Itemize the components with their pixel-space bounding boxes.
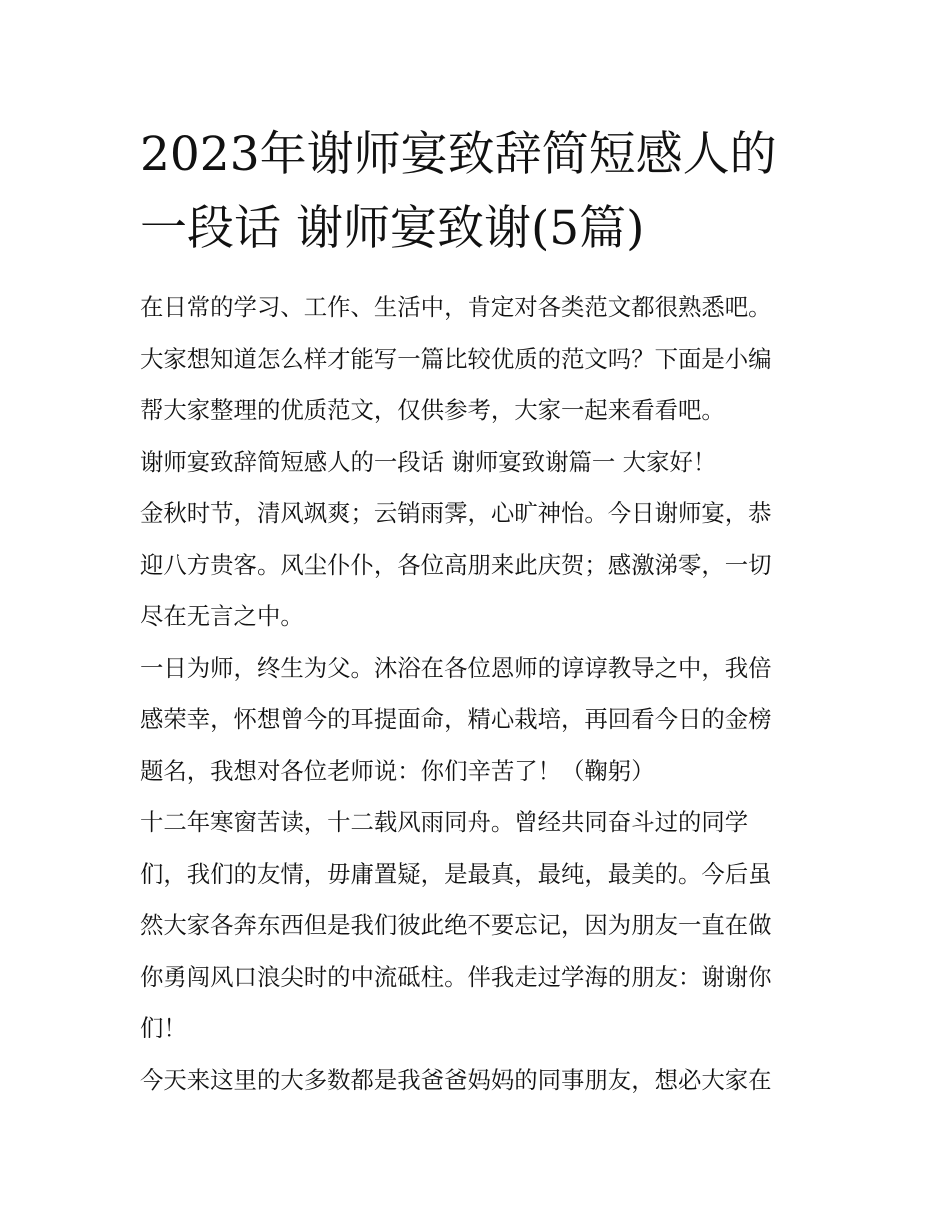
document-title [140,118,820,266]
body-line: 然大家各奔东西但是我们彼此绝不要忘记，因为朋友一直在做 [140,911,772,939]
body-line: 感荣幸，怀想曾今的耳提面命，精心栽培，再回看今日的金榜 [140,705,772,733]
body-line: 在日常的学习、工作、生活中，肯定对各类范文都很熟悉吧。 [140,293,772,321]
body-line: 尽在无言之中。 [140,602,304,630]
title-line-2: 一段话 谢师宴致谢(5篇) [140,201,645,256]
body-line: 帮大家整理的优质范文，仅供参考，大家一起来看看吧。 [140,396,725,424]
body-line: 大家想知道怎么样才能写一篇比较优质的范文吗？下面是小编 [140,344,772,373]
body-line: 谢师宴致辞简短感人的一段话 谢师宴致谢篇一 大家好！ [140,447,717,476]
body-line: 今天来这里的大多数都是我爸爸妈妈的同事朋友，想必大家在 [140,1065,772,1094]
body-line: 迎八方贵客。风尘仆仆，各位高朋来此庆贺；感激涕零，一切 [140,550,772,579]
body-line: 们，我们的友情，毋庸置疑，是最真，最纯，最美的。今后虽 [140,859,772,888]
body-line: 题名，我想对各位老师说：你们辛苦了！（鞠躬） [140,756,655,785]
document-body [140,282,820,1106]
body-line: 们！ [140,1014,187,1042]
title-line-1: 2023年谢师宴致辞简短感人的 [140,127,777,182]
body-line: 一日为师，终生为父。沐浴在各位恩师的谆谆教导之中，我倍 [140,653,772,682]
body-line: 金秋时节，清风飒爽；云销雨霁，心旷神怡。今日谢师宴，恭 [140,499,772,527]
body-line: 你勇闯风口浪尖时的中流砥柱。伴我走过学海的朋友：谢谢你 [140,962,772,991]
body-line: 十二年寒窗苦读，十二载风雨同舟。曾经共同奋斗过的同学 [140,808,749,836]
